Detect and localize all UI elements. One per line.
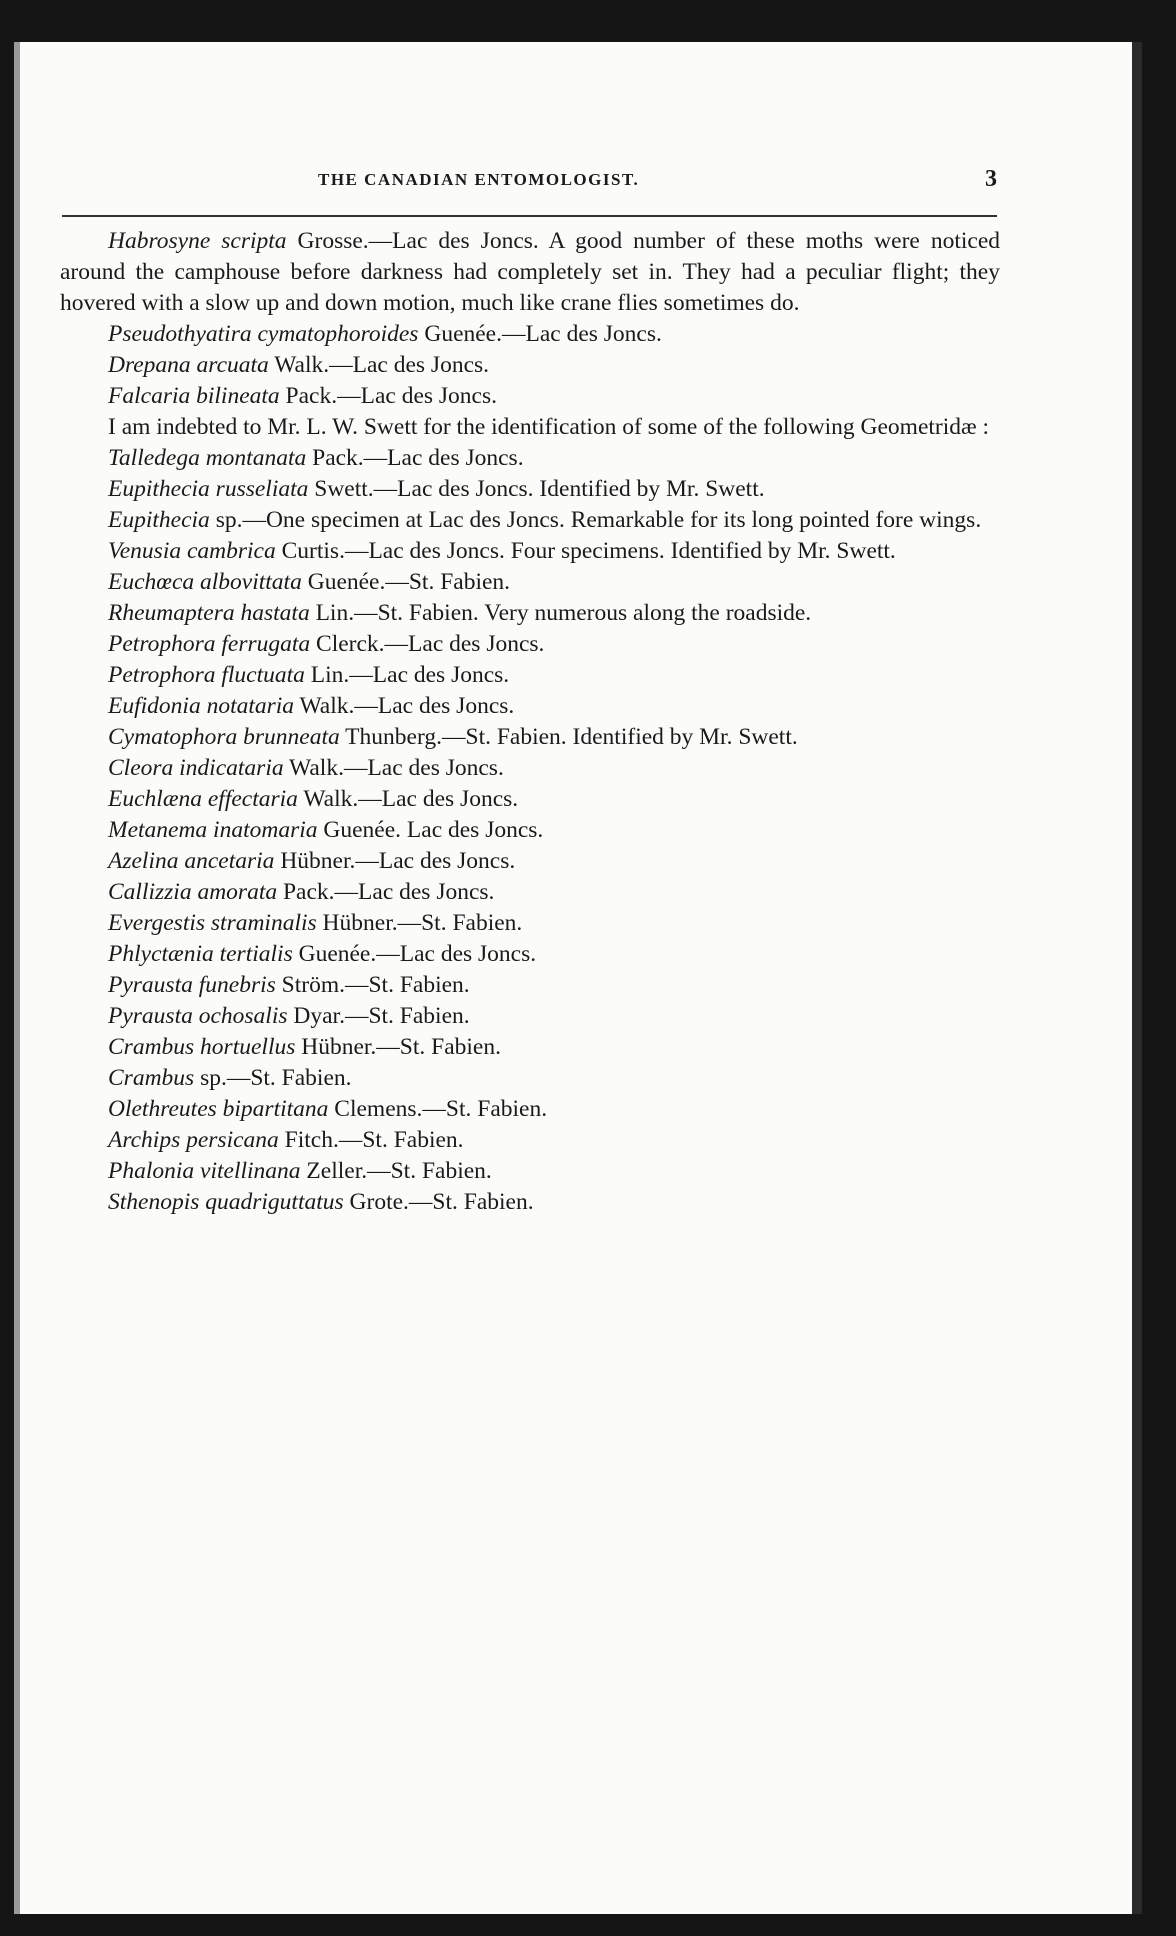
species-entry: [60, 908, 1000, 939]
species-name: Eupithecia russeliata: [108, 476, 309, 502]
entry-text: Guenée.—Lac des Joncs.: [292, 941, 537, 967]
species-name: Petrophora fluctuata: [108, 662, 305, 688]
entry-text: Swett.—Lac des Joncs. Identified by Mr. Swett.: [308, 476, 765, 502]
species-entry: [60, 1094, 1000, 1125]
running-title: THE CANADIAN ENTOMOLOGIST.: [318, 170, 640, 189]
species-entry: [60, 350, 1000, 381]
species-entry: [60, 722, 1000, 753]
species-name: Habrosyne scripta: [108, 228, 287, 254]
entry-text: sp.—One specimen at Lac des Joncs. Remarkable for its long pointed fore wings.: [209, 507, 982, 533]
species-name: Cleora indicataria: [108, 755, 284, 781]
species-entry: [60, 412, 1000, 443]
species-entry: [60, 443, 1000, 474]
species-name: Rheumaptera hastata: [108, 600, 310, 626]
species-name: Metanema inatomaria: [108, 817, 318, 843]
entry-text: Pack.—Lac des Joncs.: [277, 879, 495, 905]
entry-text: Dyar.—St. Fabien.: [287, 1003, 470, 1029]
species-entry: [60, 1125, 1000, 1156]
species-name: Olethreutes bipartitana: [108, 1096, 329, 1122]
species-name: Azelina ancetaria: [108, 848, 275, 874]
species-entry: [60, 1063, 1000, 1094]
entry-text: Ström.—St. Fabien.: [275, 972, 470, 998]
species-entry: [60, 226, 1000, 319]
species-entry: [60, 1187, 1000, 1218]
entry-text: Guenée.—St. Fabien.: [301, 569, 511, 595]
species-name: Crambus: [108, 1065, 195, 1091]
species-name: Drepana arcuata: [108, 352, 269, 378]
entry-text: Guenée. Lac des Joncs.: [317, 817, 544, 843]
species-name: Crambus hortuellus: [108, 1034, 296, 1060]
species-entry: [60, 691, 1000, 722]
entry-text: Pack.—Lac des Joncs.: [279, 383, 497, 409]
entry-text: Grosse.—Lac des Joncs. A good number of these moths were noticed around the camphouse before darkness had completely set in. They had a peculiar flight; they hovered with a slow up and down motion, much like crane flies sometimes do.: [60, 228, 1000, 316]
entry-text: Lin.—Lac des Joncs.: [304, 662, 510, 688]
entry-text: Pack.—Lac des Joncs.: [306, 445, 524, 471]
species-entry: [60, 381, 1000, 412]
species-entry: [60, 629, 1000, 660]
species-name: Euchlæna effectaria: [108, 786, 298, 812]
species-entry: [60, 598, 1000, 629]
species-name: Archips persicana: [108, 1127, 279, 1153]
page-header: [62, 166, 997, 210]
entry-text: Walk.—Lac des Joncs.: [268, 352, 490, 378]
species-entry: [60, 567, 1000, 598]
page-number: 3: [985, 166, 997, 192]
species-name: Falcaria bilineata: [108, 383, 280, 409]
species-entry: [60, 319, 1000, 350]
species-entry: [60, 660, 1000, 691]
species-name: Euchœca albovittata: [108, 569, 302, 595]
species-name: Evergestis straminalis: [108, 910, 317, 936]
entry-text: Hübner.—St. Fabien.: [295, 1034, 501, 1060]
entry-text: Thunberg.—St. Fabien. Identified by Mr. Swett.: [339, 724, 798, 750]
species-name: Pyrausta ochosalis: [108, 1003, 288, 1029]
entry-text: Clemens.—St. Fabien.: [328, 1096, 548, 1122]
entry-text: sp.—St. Fabien.: [194, 1065, 352, 1091]
species-name: Eufidonia notataria: [108, 693, 295, 719]
entry-text: Lin.—St. Fabien. Very numerous along the roadside.: [309, 600, 812, 626]
species-entry: [60, 970, 1000, 1001]
body-text: [60, 226, 1000, 1218]
species-name: Pseudothyatira cymatophoroides: [108, 321, 419, 347]
species-entry: [60, 1156, 1000, 1187]
species-entry: [60, 1001, 1000, 1032]
entry-text: Grote.—St. Fabien.: [343, 1189, 534, 1215]
entry-text: Walk.—Lac des Joncs.: [297, 786, 519, 812]
species-name: Callizzia amorata: [108, 879, 278, 905]
entry-text: Guenée.—Lac des Joncs.: [418, 321, 662, 347]
species-entry: [60, 1032, 1000, 1063]
species-name: Phalonia vitellinana: [108, 1158, 301, 1184]
entry-text: Curtis.—Lac des Joncs. Four specimens. Identified by Mr. Swett.: [275, 538, 896, 564]
species-entry: [60, 877, 1000, 908]
entry-text: Fitch.—St. Fabien.: [278, 1127, 464, 1153]
species-entry: [60, 815, 1000, 846]
species-name: Phlyctænia tertialis: [108, 941, 293, 967]
species-entry: [60, 536, 1000, 567]
entry-text: I am indebted to Mr. L. W. Swett for the identification of some of the following Geometridæ :: [108, 414, 990, 440]
species-entry: [60, 474, 1000, 505]
species-name: Pyrausta funebris: [108, 972, 276, 998]
species-name: Talledega montanata: [108, 445, 307, 471]
species-name: Eupithecia: [108, 507, 210, 533]
species-entry: [60, 505, 1000, 536]
species-name: Venusia cambrica: [108, 538, 276, 564]
species-entry: [60, 939, 1000, 970]
entry-text: Clerck.—Lac des Joncs.: [310, 631, 545, 657]
species-name: Petrophora ferrugata: [108, 631, 311, 657]
species-entry: [60, 753, 1000, 784]
species-name: Cymatophora brunneata: [108, 724, 340, 750]
entry-text: Hübner.—St. Fabien.: [316, 910, 523, 936]
entry-text: Walk.—Lac des Joncs.: [283, 755, 504, 781]
species-entry: [60, 846, 1000, 877]
entry-text: Zeller.—St. Fabien.: [300, 1158, 492, 1184]
species-entry: [60, 784, 1000, 815]
species-name: Sthenopis quadriguttatus: [108, 1189, 344, 1215]
header-rule: [62, 215, 997, 217]
entry-text: Walk.—Lac des Joncs.: [294, 693, 515, 719]
entry-text: Hübner.—Lac des Joncs.: [274, 848, 516, 874]
